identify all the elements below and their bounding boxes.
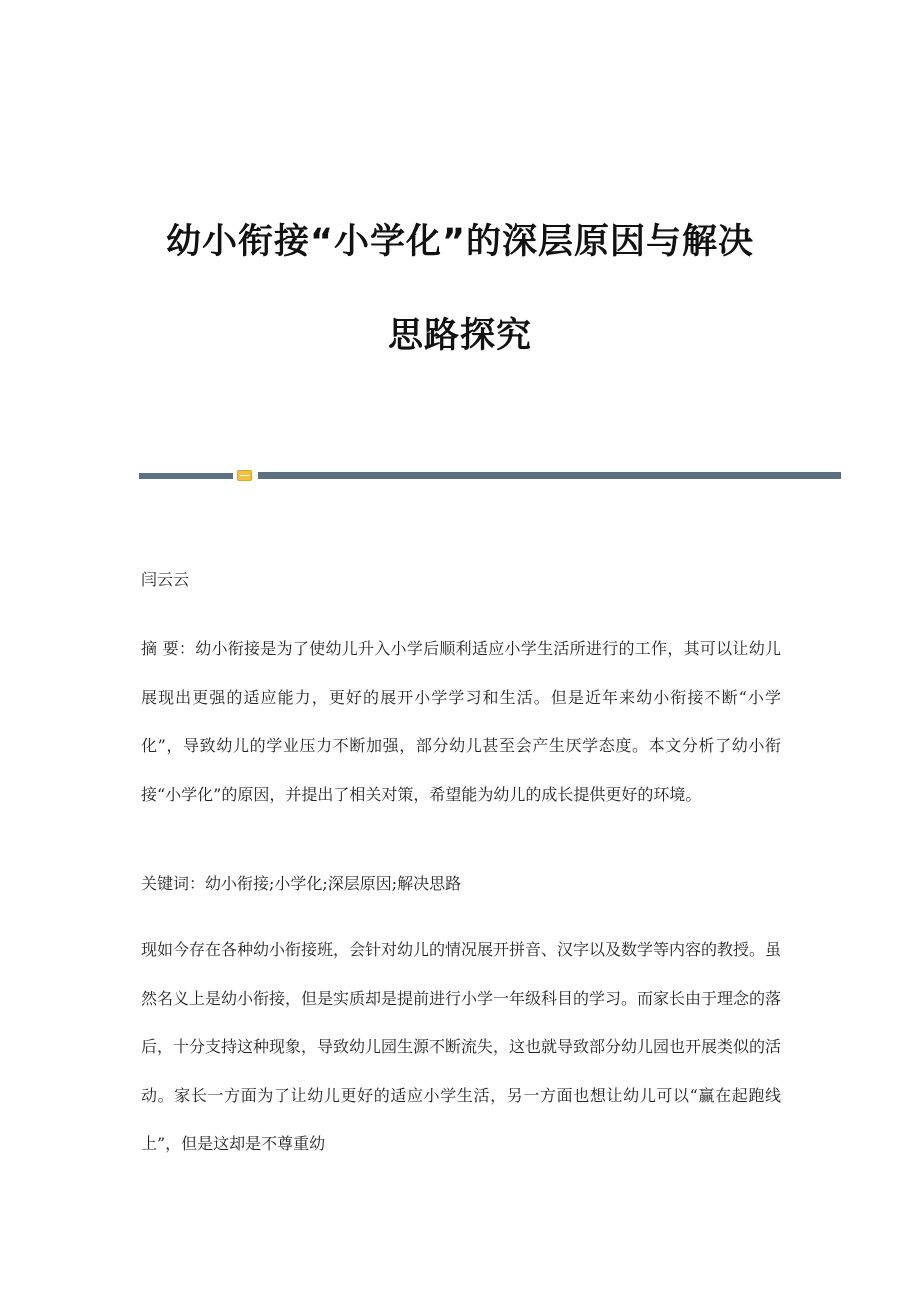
author-name: 闫云云 [141, 570, 190, 589]
body-paragraph: 现如今存在各种幼小衔接班，会针对幼儿的情况展开拼音、汉字以及数学等内容的教授。虽然名义上是幼小衔接，但是实质却是提前进行小学一年级科目的学习。而家长由于理念的落后，十分支持这种现象，导致幼儿园生源不断流失，这也就导致部分幼儿园也开展类似的活动。家长一方面为了让幼儿更好的适应小学生活，另一方面也想让幼儿可以“赢在起跑线上”，但是这却是不尊重幼 [141, 940, 782, 1153]
divider-bar-right [258, 472, 841, 479]
document-title-line-2: 思路探究 [387, 316, 532, 356]
divider-bar-left [139, 473, 233, 479]
abstract-paragraph: 摘 要：幼小衔接是为了使幼儿升入小学后顺利适应小学生活所进行的工作，其可以让幼儿展现出更强的适应能力，更好的展开小学学习和生活。但是近年来幼小衔接不断“小学化”，导致幼儿的学业压力不断加强，部分幼儿甚至会产生厌学态度。本文分析了幼小衔接“小学化”的原因，并提出了相关对策，希望能为幼儿的成长提供更好的环境。 [141, 639, 781, 804]
keywords-line: 关键词：幼小衔接;小学化;深层原因;解决思路 [141, 874, 462, 893]
document-title-line-1: 幼小衔接“小学化”的深层原因与解决 [165, 222, 754, 262]
divider-ornament-icon [237, 470, 252, 481]
title-divider [139, 470, 841, 482]
